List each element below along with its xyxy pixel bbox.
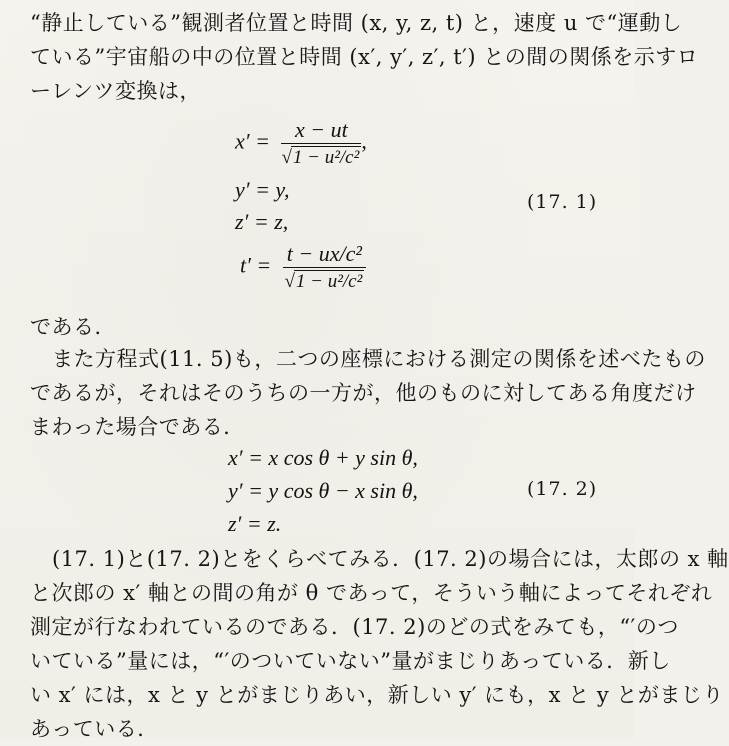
fraction-numerator: x − ut — [281, 118, 361, 144]
equation-number-17-1: (17. 1) — [527, 191, 598, 213]
fraction-denominator — [281, 144, 361, 169]
text-line: ている”宇宙船の中の位置と時間 (x′, y′, z′, t′) との間の関係を示すロ — [30, 45, 699, 69]
rotation-paragraph — [30, 342, 706, 376]
text-line: また方程式(11. 5)も，二つの座標における測定の関係を述べたもの — [52, 347, 706, 371]
rotation-paragraph-cont — [30, 376, 697, 444]
sqrt-radicand: 1 − u²/c² — [295, 271, 363, 292]
lorentz-t-equation — [240, 242, 366, 293]
comparison-paragraph — [30, 542, 729, 576]
text-line: (17. 1)と(17. 2)とをくらべてみる．(17. 2)の場合には，太郎の x 軸 — [52, 547, 729, 571]
fraction — [283, 242, 366, 293]
text-line: ーレンツ変換は， — [30, 79, 202, 103]
sqrt-sign: √ — [284, 271, 295, 292]
fraction-numerator: t − ux/c² — [283, 242, 366, 268]
text-line: い x′ には，x と y とがまじりあい，新しい y′ にも，x と y とがまじり — [30, 683, 724, 707]
intro-paragraph — [30, 6, 699, 108]
rotation-y-equation: y′ = y cos θ − x sin θ, — [228, 478, 418, 503]
sqrt-sign: √ — [281, 147, 292, 168]
fraction-denominator — [283, 268, 366, 293]
equation-lhs: x′ = — [235, 128, 270, 154]
text-line: あっている． — [30, 717, 159, 741]
lorentz-y-equation: y′ = y, — [235, 177, 290, 202]
text-line: である． — [30, 315, 116, 339]
text-line: “静止している”観測者位置と時間 (x, y, z, t) と，速度 u で“運動し — [30, 11, 683, 35]
lorentz-z-equation: z′ = z, — [235, 209, 289, 234]
text-line: 測定が行なわれているのである．(17. 2)のどの式をみても，“′のつ — [30, 615, 679, 639]
comparison-paragraph-cont — [30, 576, 724, 746]
text-line: と次郎の x′ 軸との間の角が θ であって，そういう軸によってそれぞれ — [30, 581, 713, 605]
lorentz-x-equation — [235, 118, 367, 169]
text-line: まわった場合である． — [30, 415, 245, 439]
equation-lhs: t′ = — [240, 252, 272, 278]
fraction — [281, 118, 361, 169]
equation-number-17-2: (17. 2) — [527, 478, 598, 500]
rotation-z-equation: z′ = z. — [228, 511, 282, 536]
rotation-x-equation: x′ = x cos θ + y sin θ, — [228, 445, 418, 470]
equation-comma: , — [361, 128, 367, 154]
sqrt-radicand: 1 − u²/c² — [292, 147, 360, 168]
text-line: であるが，それはそのうちの一方が，他のものに対してある角度だけ — [30, 381, 697, 405]
text-line: いている”量には，“′のついていない”量がまじりあっている．新し — [30, 649, 671, 673]
text-paragraph — [30, 310, 620, 344]
